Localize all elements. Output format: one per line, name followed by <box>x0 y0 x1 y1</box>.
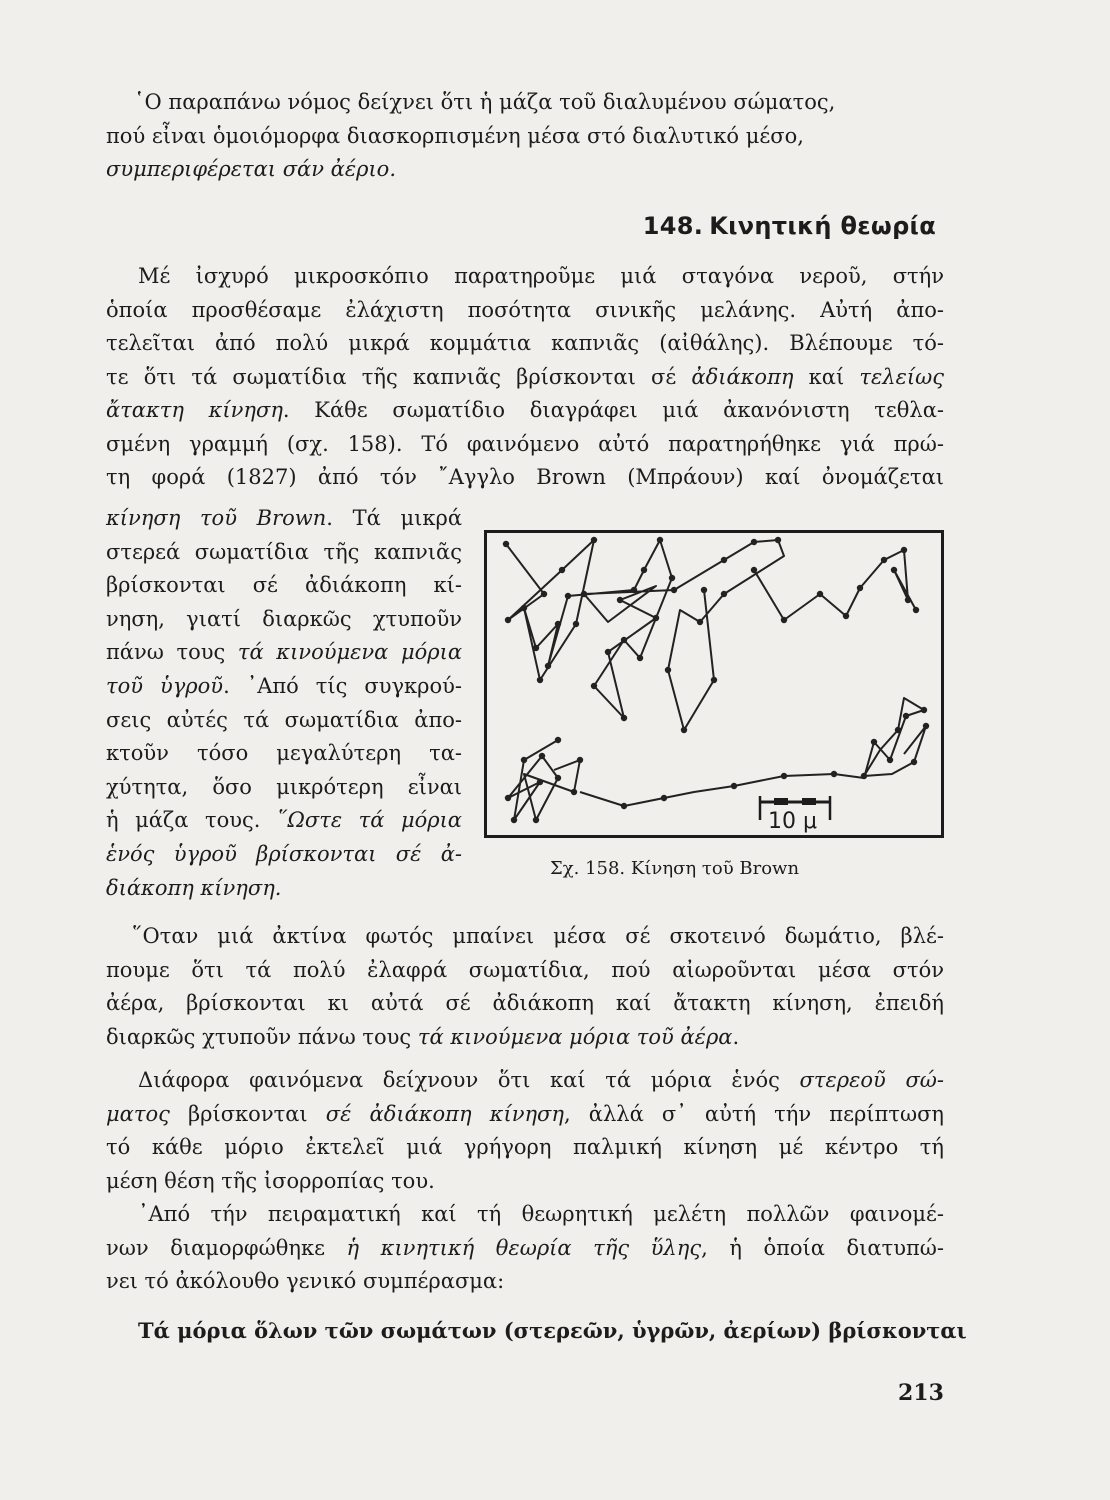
col-line-2: στερεά σωματίδια τῆς καπνιᾶς <box>106 539 462 564</box>
p4-line-2-text: νων διαμορφώθηκε <box>106 1235 347 1260</box>
section-heading <box>643 212 942 240</box>
brownian-motion-figure <box>484 530 944 838</box>
particle-path-3 <box>508 740 580 820</box>
p3-line-1-text: Διάφορα φαινόμενα δείχνουν ὅτι καί τά μόρια ἑνός <box>138 1068 800 1092</box>
particle-points <box>503 537 929 823</box>
p3-line-2-italic: ματος <box>106 1101 170 1126</box>
intro-paragraph <box>106 86 944 187</box>
p3-line-1-italic: στερεοῦ σώ- <box>799 1068 944 1092</box>
brown-text-column <box>106 502 462 905</box>
col-line-1 <box>106 502 462 536</box>
section-number: 148. <box>642 212 704 240</box>
p1-line-4-italic-2: τελείως <box>859 364 944 389</box>
p1-line-5 <box>106 394 944 428</box>
col-line-11: ἑνός ὑγροῦ βρίσκονται σέ ἀ- <box>106 841 462 866</box>
p3-line-4: μέση θέση τῆς ἰσορροπίας του. <box>106 1168 435 1193</box>
col-line-5-text: πάνω τους <box>106 640 238 665</box>
caption-text: Κίνηση τοῦ Brown <box>630 858 800 879</box>
col-line-9: χύτητα, ὅσο μικρότερη εἶναι <box>106 774 462 799</box>
p3-line-2 <box>106 1098 944 1132</box>
p1-line-4-text: τε ὅτι τά σωματίδια τῆς καπνιᾶς βρίσκονται σέ <box>106 364 692 389</box>
p1-line-3: τελεῖται ἀπό πολύ μικρά κομμάτια καπνιᾶς (αἰθάλης). Βλέπουμε τό- <box>106 331 944 355</box>
col-line-10-text: ἡ μάζα τους. <box>106 808 277 833</box>
section-title: Κινητική θεωρία <box>709 212 936 240</box>
particle-path-4 <box>580 698 926 806</box>
caption-prefix: Σχ. 158. <box>550 858 626 879</box>
p4-line-2 <box>106 1232 944 1266</box>
paragraph-solids <box>106 1064 944 1198</box>
col-line-4: νηση, γιατί διαρκῶς χτυποῦν <box>106 606 462 631</box>
col-line-7: σεις αὐτές τά σωματίδια ἀπο- <box>106 707 462 732</box>
p3-line-3: τό κάθε μόριο ἐκτελεῖ μιά γρήγορη παλμική κίνηση μέ κέντρο τή <box>106 1135 944 1159</box>
p4-line-1: ᾽Από τήν πειραματική καί τή θεωρητική μελέτη πολλῶν φαινομέ- <box>138 1202 944 1226</box>
col-line-6-italic: τοῦ ὑγροῦ <box>106 673 224 698</box>
col-line-8: κτοῦν τόσο μεγαλύτερη τα- <box>106 741 462 766</box>
p3-line-2-italic-2: σέ ἀδιάκοπη κίνηση <box>325 1101 564 1126</box>
p2-line-4-italic: τά κινούμενα μόρια τοῦ ἀέρα <box>417 1024 733 1049</box>
paragraph-kinetic-theory <box>106 1198 944 1299</box>
p1-line-5-text: . Κάθε σωματίδιο διαγράφει μιά ἀκανόνιστη τεθλα- <box>282 398 944 422</box>
p4-line-3: νει τό ἀκόλουθο γενικό συμπέρασμα: <box>106 1269 505 1293</box>
col-line-10-italic: ῞Ωστε τά μόρια <box>276 808 462 833</box>
p2-line-4-text: διαρκῶς χτυποῦν πάνω τους <box>106 1024 418 1049</box>
col-line-5-italic: τά κινούμενα μόρια <box>237 640 463 665</box>
p2-line-1: ῞Οταν μιά ἀκτίνα φωτός μπαίνει μέσα σέ σκοτεινό δωμάτιο, βλέ- <box>132 924 944 948</box>
col-line-10 <box>106 804 462 838</box>
p1-line-4-italic: ἀδιάκοπη <box>691 364 794 389</box>
paragraph-light-beam <box>106 920 944 1054</box>
col-line-6 <box>106 670 462 704</box>
p2-line-4-end: . <box>732 1024 740 1049</box>
p1-line-1: Μέ ἰσχυρό μικροσκόπιο παρατηροῦμε μιά σταγόνα νεροῦ, στήν <box>138 264 944 288</box>
p2-line-3: ἀέρα, βρίσκονται κι αὐτά σέ ἀδιάκοπη καί ἄτακτη κίνηση, ἐπειδή <box>106 991 944 1015</box>
col-line-12: διάκοπη κίνηση. <box>106 875 282 900</box>
paragraph-brown-intro <box>106 260 944 495</box>
scale-label: 10 μ <box>768 809 817 834</box>
p5-line-1: Τά μόρια ὅλων τῶν σωμάτων (στερεῶν, ὑγρῶν, ἀερίων) βρίσκονται <box>138 1318 967 1343</box>
p1-line-6: σμένη γραμμή (σχ. 158). Τό φαινόμενο αὐτό παρατηρήθηκε γιά πρώ- <box>106 431 944 456</box>
col-line-3: βρίσκονται σέ ἀδιάκοπη κί- <box>106 573 462 598</box>
intro-line-3: συμπεριφέρεται σάν ἀέριο. <box>106 157 397 181</box>
p2-line-2: πουμε ὅτι τά πολύ ἐλαφρά σωματίδια, πού αἰωροῦνται μέσα στόν <box>106 957 944 982</box>
p3-line-2-text-2: , ἀλλά σ᾽ αὐτή τήν περίπτωση <box>563 1101 944 1126</box>
p2-line-4 <box>106 1021 944 1055</box>
p3-line-1 <box>106 1064 944 1098</box>
p4-line-2-italic: ἡ κινητική θεωρία τῆς ὕλης <box>346 1235 702 1260</box>
col-line-1-text: . Τά μικρά <box>326 506 463 530</box>
col-line-6-text: . ᾽Από τίς συγκρού- <box>223 673 462 698</box>
p1-line-2: ὁποία προσθέσαμε ἐλάχιστη ποσότητα σινικῆς μελάνης. Αὐτή ἀπο- <box>106 297 944 322</box>
col-line-5 <box>106 636 462 670</box>
page-number: 213 <box>898 1380 944 1406</box>
p4-line-2-text-2: , ἡ ὁποία διατυπώ- <box>701 1235 944 1260</box>
p1-line-5-italic: ἄτακτη κίνηση <box>106 398 283 422</box>
p1-line-4 <box>106 361 944 395</box>
p3-line-2-text: βρίσκονται <box>169 1101 326 1126</box>
figure-caption <box>550 858 799 879</box>
paragraph-conclusion <box>106 1314 967 1348</box>
p1-line-4-text-2: καί <box>793 364 860 389</box>
intro-line-2: πού εἶναι ὁμοιόμορφα διασκορπισμένη μέσα στό διαλυτικό μέσο, <box>106 123 804 148</box>
p1-line-7: τη φορά (1827) ἀπό τόν ῎Αγγλο Brown (Μπράουν) καί ὀνομάζεται <box>106 465 944 489</box>
col-line-1-italic: κίνηση τοῦ Brown <box>106 506 327 530</box>
intro-line-1: ῾Ο παραπάνω νόμος δείχνει ὅτι ἡ μάζα τοῦ διαλυμένου σώματος, <box>134 90 836 114</box>
